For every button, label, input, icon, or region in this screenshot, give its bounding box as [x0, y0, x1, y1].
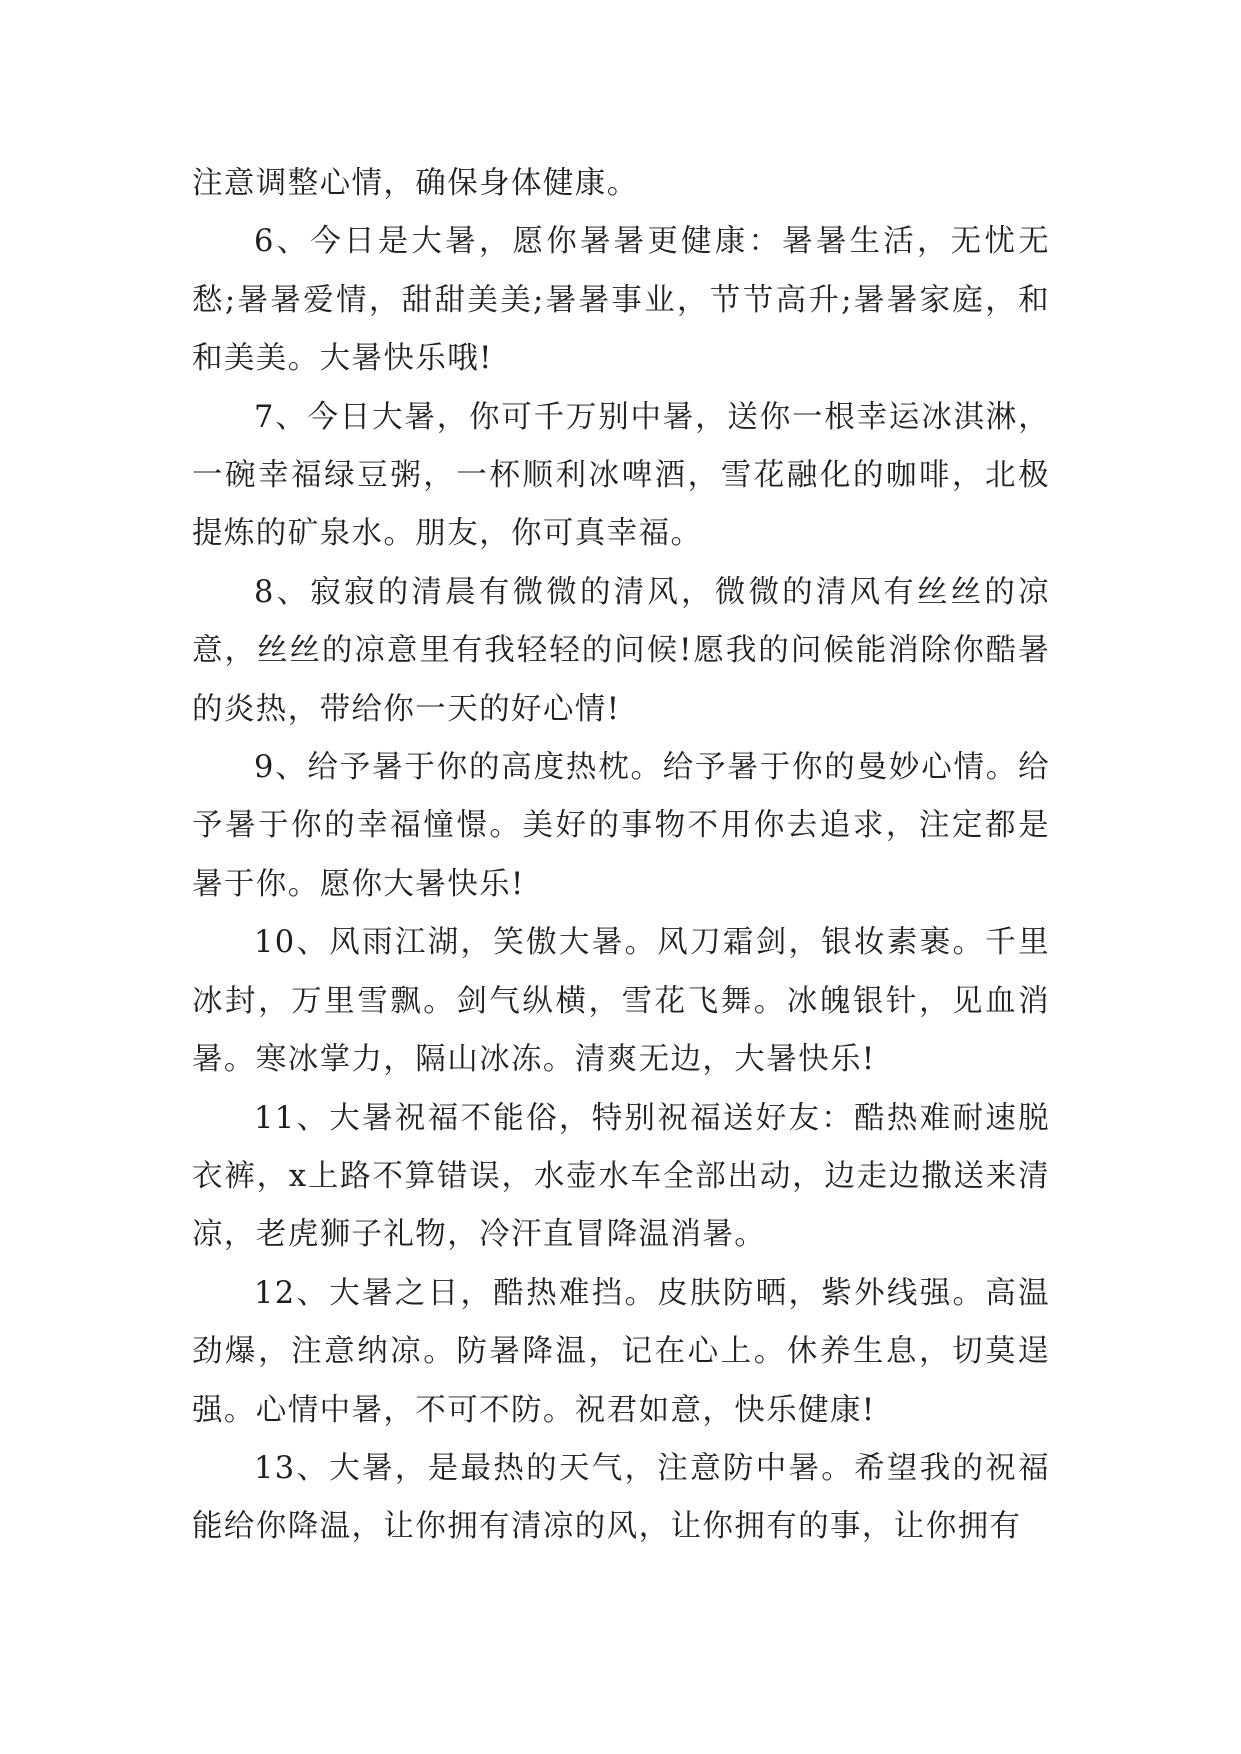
paragraph-item-7: 7、今日大暑，你可千万别中暑，送你一根幸运冰淇淋，一碗幸福绿豆粥，一杯顺利冰啤酒，雪花融化的咖啡，北极提炼的矿泉水。朋友，你可真幸福。 — [192, 399, 1050, 552]
paragraph-item-11: 11、大暑祝福不能俗，特别祝福送好友：酷热难耐速脱衣裤，x上路不算错误，水壶水车全部出动，边走边撒送来清凉，老虎狮子礼物，冷汗直冒降温消暑。 — [192, 1100, 1050, 1253]
paragraph-item-8: 8、寂寂的清晨有微微的清风，微微的清风有丝丝的凉意，丝丝的凉意里有我轻轻的问候!愿我的问候能消除你酷暑的炎热，带给你一天的好心情! — [192, 574, 1050, 727]
paragraph-item-13: 13、大暑，是最热的天气，注意防中暑。希望我的祝福能给你降温，让你拥有清凉的风，让你拥有的事，让你拥有 — [192, 1450, 1050, 1545]
paragraph-item-12: 12、大暑之日，酷热难挡。皮肤防晒，紫外线强。高温劲爆，注意纳凉。防暑降温，记在心上。休养生息，切莫逞强。心情中暑，不可不防。祝君如意，快乐健康! — [192, 1275, 1050, 1428]
paragraph-item-10: 10、风雨江湖，笑傲大暑。风刀霜剑，银妆素裹。千里冰封，万里雪飘。剑气纵横，雪花飞舞。冰魄银针，见血消暑。寒冰掌力，隔山冰冻。清爽无边，大暑快乐! — [192, 925, 1050, 1078]
paragraph-item-9: 9、给予暑于你的高度热枕。给予暑于你的曼妙心情。给予暑于你的幸福憧憬。美好的事物不用你去追求，注定都是暑于你。愿你大暑快乐! — [192, 750, 1050, 902]
document-body — [192, 155, 1050, 1557]
paragraph-continuation: 注意调整心情，确保身体健康。 — [192, 166, 639, 201]
paragraph-item-6: 6、今日是大暑，愿你暑暑更健康：暑暑生活，无忧无愁;暑暑爱情，甜甜美美;暑暑事业，节节高升;暑暑家庭，和和美美。大暑快乐哦! — [192, 224, 1050, 377]
